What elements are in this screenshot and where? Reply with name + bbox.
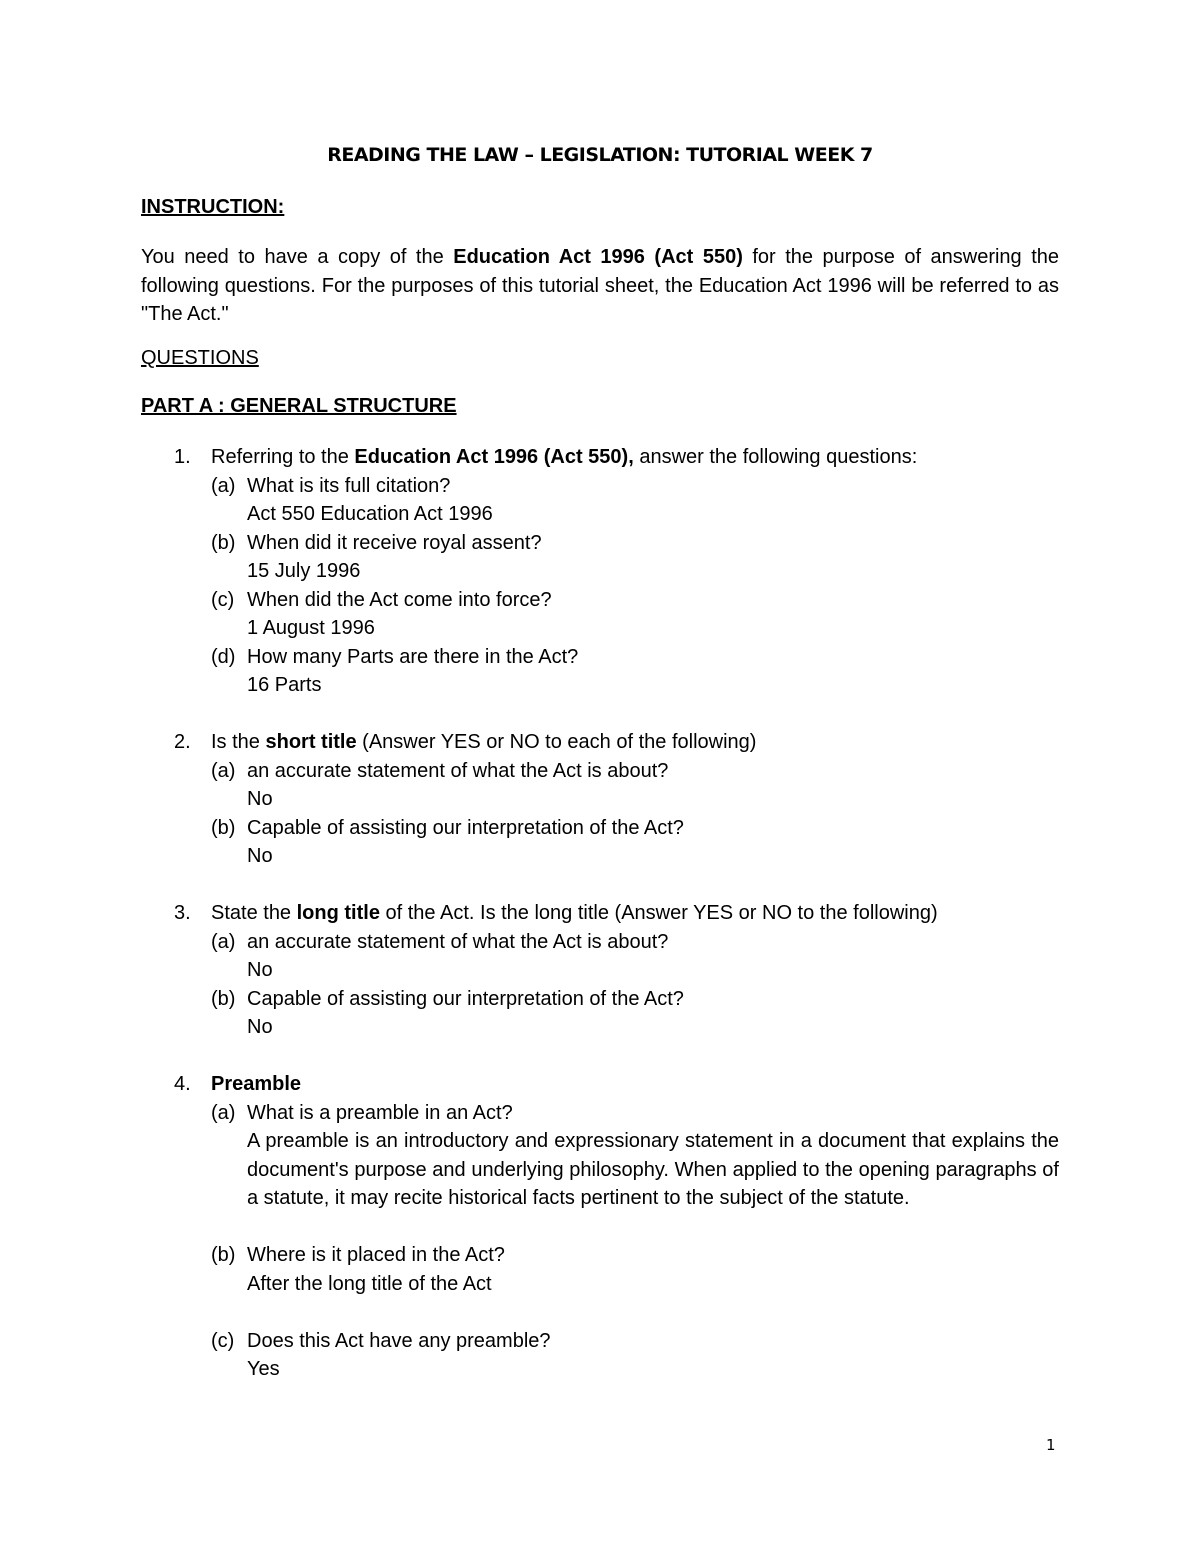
question-text-part: of the Act. Is the long title (Answer YES or NO to the following) (379, 902, 938, 924)
question-1 (141, 443, 1059, 700)
question-number: 4. (174, 1073, 191, 1095)
sub-question (211, 814, 1059, 843)
answer-text: 16 Parts (247, 674, 322, 696)
sub-question (211, 529, 1059, 558)
sub-question-text: What is a preamble in an Act? (247, 1101, 513, 1124)
sub-question-text: Where is it placed in the Act? (247, 1244, 505, 1266)
instruction-paragraph (141, 243, 1059, 329)
question-text-part: (Answer YES or NO to each of the following) (356, 731, 757, 753)
sub-question-label: (b) (211, 987, 236, 1010)
sub-question (211, 985, 1059, 1014)
answer-text: After the long title of the Act (247, 1272, 492, 1295)
sub-question-label: (a) (211, 930, 236, 953)
answer-text: Yes (247, 1358, 280, 1380)
sub-question-text: What is its full citation? (247, 474, 451, 497)
question-text-part: answer the following questions: (633, 446, 918, 468)
question-list (141, 443, 1059, 1384)
sub-question (211, 757, 1059, 786)
sub-question (211, 928, 1059, 957)
sub-question-text: Does this Act have any preamble? (247, 1329, 551, 1352)
sub-question-text: an accurate statement of what the Act is about? (247, 930, 669, 953)
question-text (211, 728, 1059, 757)
question-text-part: State the (211, 902, 297, 924)
sub-question (211, 472, 1059, 501)
question-bold-text: Preamble (211, 1073, 302, 1095)
sub-question-text: Capable of assisting our interpretation of the Act? (247, 987, 684, 1010)
sub-question-label: (a) (211, 759, 236, 782)
sub-question-label: (b) (211, 816, 236, 839)
answer-text: No (247, 845, 273, 867)
question-bold-text: long title (296, 902, 380, 924)
instruction-text-2: for the purpose of answering the following questions. For the purposes of this tutorial sheet, the Education Act 1996 will be referred to as "The Act." (141, 246, 1059, 325)
sub-question-text: How many Parts are there in the Act? (247, 645, 579, 668)
sub-question-label: (b) (211, 531, 236, 554)
sub-question-label: (d) (211, 645, 236, 668)
question-text (211, 443, 1059, 472)
question-3 (141, 899, 1059, 1042)
sub-question-text: an accurate statement of what the Act is about? (247, 759, 669, 782)
question-text-part: Is the (211, 731, 266, 753)
sub-question-label: (a) (211, 474, 236, 497)
sub-question-text: When did the Act come into force? (247, 588, 552, 611)
question-text (211, 899, 1059, 928)
sub-question-label: (c) (211, 588, 235, 611)
sub-question (211, 586, 1059, 615)
sub-question (211, 1099, 1059, 1128)
sub-question-text: Capable of assisting our interpretation of the Act? (247, 816, 684, 839)
sub-question (211, 1327, 1059, 1356)
sub-question (211, 643, 1059, 672)
question-number: 3. (174, 902, 191, 924)
sub-question-text: When did it receive royal assent? (247, 531, 542, 554)
sub-question (211, 1241, 1059, 1270)
sub-question-label: (a) (211, 1101, 236, 1124)
answer-text: 15 July 1996 (247, 560, 361, 582)
question-number: 2. (174, 731, 191, 753)
questions-heading: QUESTIONS (141, 347, 259, 369)
sub-question-label: (b) (211, 1244, 236, 1266)
sub-question-label: (c) (211, 1329, 235, 1352)
document-title: READING THE LAW – LEGISLATION: TUTORIAL WEEK 7 (327, 144, 873, 166)
answer-text: No (247, 1016, 273, 1038)
answer-text: No (247, 959, 273, 981)
page-number: 1 (1046, 1436, 1056, 1454)
answer-text: No (247, 788, 273, 810)
question-text-part: Referring to the (211, 446, 355, 468)
answer-text: Act 550 Education Act 1996 (247, 503, 493, 525)
question-4 (141, 1070, 1059, 1384)
question-bold-text: short title (265, 731, 357, 753)
instruction-text-1: You need to have a copy of the (141, 246, 454, 268)
instruction-heading: INSTRUCTION: (141, 196, 285, 218)
question-number: 1. (174, 446, 191, 468)
question-2 (141, 728, 1059, 871)
act-name-bold: Education Act 1996 (Act 550) (453, 246, 743, 268)
question-bold-text: Education Act 1996 (Act 550), (354, 446, 634, 468)
answer-paragraph: A preamble is an introductory and expressionary statement in a document that explains the document's purpose and underlying philosophy. When applied to the opening paragraphs of a statute, it may recite historical facts pertinent to the subject of the statute. (247, 1130, 1059, 1209)
question-text (211, 1070, 1059, 1099)
answer-text: 1 August 1996 (247, 617, 375, 639)
part-a-heading: PART A : GENERAL STRUCTURE (141, 395, 457, 417)
